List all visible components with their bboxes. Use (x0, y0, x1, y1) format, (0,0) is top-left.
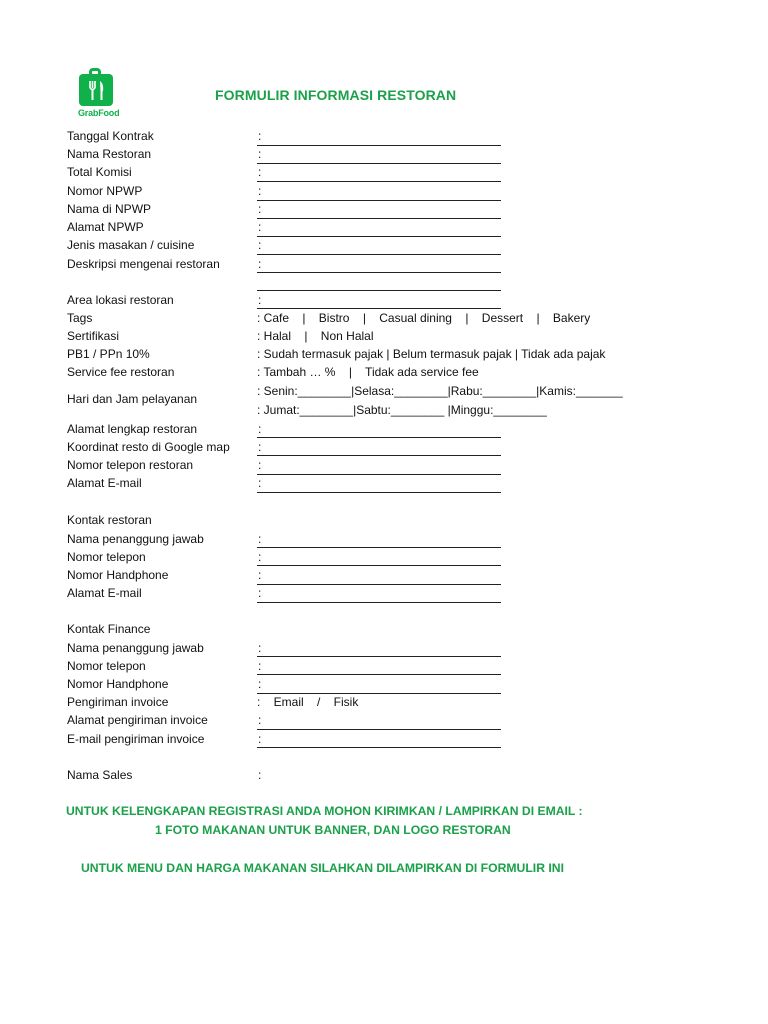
colon: : (258, 458, 262, 472)
field-line-kf-email[interactable] (257, 747, 501, 748)
colon: : (258, 732, 262, 746)
logo-text: GrabFood (78, 108, 120, 118)
label-pb1: PB1 / PPn 10% (67, 347, 150, 361)
sertifikasi-options[interactable]: : Halal | Non Halal (257, 329, 374, 343)
colon: : (258, 129, 262, 143)
label-kf-pengiriman: Pengiriman invoice (67, 695, 169, 709)
label-deskripsi: Deskripsi mengenai restoran (67, 257, 220, 271)
colon: : (258, 550, 262, 564)
colon: : (258, 768, 262, 782)
label-tags: Tags (67, 311, 93, 325)
colon: : (258, 532, 262, 546)
field-line-deskripsi-1[interactable] (257, 272, 501, 273)
colon: : (258, 713, 262, 727)
colon: : (258, 422, 262, 436)
colon: : (258, 641, 262, 655)
colon: : (258, 257, 262, 271)
field-line-jenis-masakan[interactable] (257, 254, 501, 255)
label-nomor-npwp: Nomor NPWP (67, 184, 143, 198)
label-alamat-email: Alamat E-mail (67, 476, 142, 490)
label-jenis-masakan: Jenis masakan / cuisine (67, 238, 195, 252)
colon: : (258, 202, 262, 216)
form-title: FORMULIR INFORMASI RESTORAN (215, 87, 457, 103)
section-kontak-restoran: Kontak restoran (67, 513, 152, 527)
bag-icon (79, 74, 113, 106)
label-service-fee: Service fee restoran (67, 365, 175, 379)
field-line-nomor-npwp[interactable] (257, 200, 501, 201)
label-kr-nama: Nama penanggung jawab (67, 532, 204, 546)
field-line-telepon-restoran[interactable] (257, 474, 501, 475)
field-line-alamat-npwp[interactable] (257, 236, 501, 237)
fork-knife-icon (79, 74, 113, 106)
field-line-deskripsi-2[interactable] (257, 290, 501, 291)
label-kf-nama: Nama penanggung jawab (67, 641, 204, 655)
label-kf-handphone: Nomor Handphone (67, 677, 169, 691)
grabfood-logo (78, 68, 122, 122)
label-nama-restoran: Nama Restoran (67, 147, 152, 161)
field-line-kf-alamat[interactable] (257, 729, 501, 730)
field-line-alamat-lengkap[interactable] (257, 437, 501, 438)
label-koordinat: Koordinat resto di Google map (67, 440, 230, 454)
label-kr-handphone: Nomor Handphone (67, 568, 169, 582)
colon: : (258, 293, 262, 307)
colon: : (258, 220, 262, 234)
pb1-options[interactable]: : Sudah termasuk pajak | Belum termasuk pajak | Tidak ada pajak (257, 347, 606, 361)
label-kr-telepon: Nomor telepon (67, 550, 146, 564)
label-total-komisi: Total Komisi (67, 165, 132, 179)
label-sertifikasi: Sertifikasi (67, 329, 120, 343)
pengiriman-options[interactable]: : Email / Fisik (257, 695, 359, 709)
colon: : (258, 238, 262, 252)
note-registrasi: UNTUK KELENGKAPAN REGISTRASI ANDA MOHON KIRIMKAN / LAMPIRKAN DI EMAIL : (66, 804, 583, 818)
field-line-area-lokasi[interactable] (257, 308, 501, 309)
label-area-lokasi: Area lokasi restoran (67, 293, 174, 307)
field-line-kr-handphone[interactable] (257, 584, 501, 585)
field-line-total-komisi[interactable] (257, 181, 501, 182)
colon: : (258, 165, 262, 179)
label-kf-telepon: Nomor telepon (67, 659, 146, 673)
colon: : (258, 568, 262, 582)
service-fee-options[interactable]: : Tambah … % | Tidak ada service fee (257, 365, 479, 379)
label-kf-email: E-mail pengiriman invoice (67, 732, 205, 746)
field-line-kr-telepon[interactable] (257, 565, 501, 566)
colon: : (258, 147, 262, 161)
label-kf-alamat: Alamat pengiriman invoice (67, 713, 208, 727)
label-hari-jam: Hari dan Jam pelayanan (67, 392, 198, 406)
field-line-nama-npwp[interactable] (257, 218, 501, 219)
label-telepon-restoran: Nomor telepon restoran (67, 458, 194, 472)
label-alamat-npwp: Alamat NPWP (67, 220, 144, 234)
note-menu: UNTUK MENU DAN HARGA MAKANAN SILAHKAN DILAMPIRKAN DI FORMULIR INI (81, 861, 564, 875)
field-line-kf-handphone[interactable] (257, 693, 501, 694)
colon: : (258, 440, 262, 454)
field-line-koordinat[interactable] (257, 455, 501, 456)
label-alamat-lengkap: Alamat lengkap restoran (67, 422, 198, 436)
field-line-nama-restoran[interactable] (257, 163, 501, 164)
field-line-tanggal-kontrak[interactable] (257, 145, 501, 146)
colon: : (258, 659, 262, 673)
field-line-kr-nama[interactable] (257, 547, 501, 548)
hari-jam-line-2[interactable]: : Jumat:________|Sabtu:________ |Minggu:________ (257, 403, 547, 417)
section-kontak-finance: Kontak Finance (67, 622, 151, 636)
colon: : (258, 677, 262, 691)
colon: : (258, 184, 262, 198)
label-tanggal-kontrak: Tanggal Kontrak (67, 129, 154, 143)
field-line-kr-email[interactable] (257, 602, 501, 603)
colon: : (258, 586, 262, 600)
field-line-kf-telepon[interactable] (257, 674, 501, 675)
label-nama-npwp: Nama di NPWP (67, 202, 152, 216)
colon: : (258, 476, 262, 490)
label-kr-email: Alamat E-mail (67, 586, 142, 600)
field-line-kf-nama[interactable] (257, 656, 501, 657)
note-foto: 1 FOTO MAKANAN UNTUK BANNER, DAN LOGO RESTORAN (155, 823, 511, 837)
tags-options[interactable]: : Cafe | Bistro | Casual dining | Dessert | Bakery (257, 311, 591, 325)
hari-jam-line-1[interactable]: : Senin:________|Selasa:________|Rabu:________|Kamis:_______ (257, 384, 623, 398)
label-nama-sales: Nama Sales (67, 768, 133, 782)
field-line-alamat-email[interactable] (257, 492, 501, 493)
